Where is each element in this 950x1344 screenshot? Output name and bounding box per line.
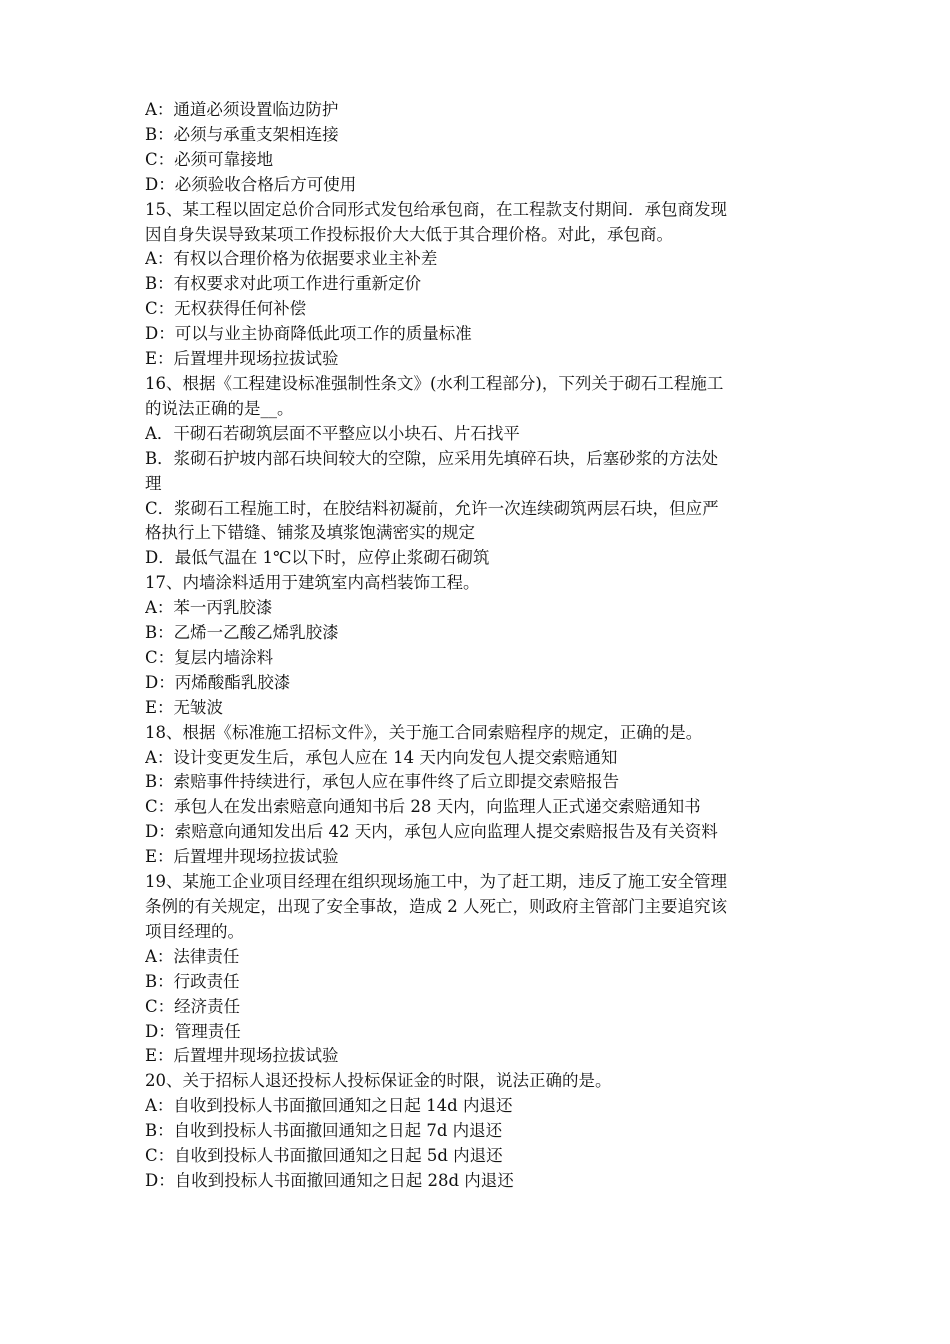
option-line: C：无权获得任何补偿	[145, 299, 307, 319]
question-19-line-2: 条例的有关规定，出现了安全事故，造成 2 人死亡，则政府主管部门主要追究该	[145, 897, 727, 916]
option-line-continued: 理	[145, 473, 162, 493]
option-line: D．最低气温在 1℃以下时，应停止浆砌石砌筑	[145, 548, 490, 568]
option-line: D：丙烯酸酯乳胶漆	[145, 672, 291, 692]
option-line: C：承包人在发出索赔意向通知书后 28 天内，向监理人正式递交索赔通知书	[145, 797, 701, 817]
question-15-line-2: 因自身失误导致某项工作投标报价大大低于其合理价格。对此，承包商。	[145, 224, 673, 244]
option-line: D：自收到投标人书面撤回通知之日起 28d 内退还	[145, 1170, 514, 1190]
option-line: E：后置埋井现场拉拔试验	[145, 847, 339, 867]
option-line: C：复层内墙涂料	[145, 647, 274, 667]
option-line: D：管理责任	[145, 1021, 241, 1041]
option-line-continued: 格执行上下错缝、铺浆及填浆饱满密实的规定	[145, 523, 475, 543]
option-line: B．浆砌石护坡内部石块间较大的空隙，应采用先填碎石块，后塞砂浆的方法处	[145, 448, 719, 468]
option-line: A：苯一丙乳胶漆	[145, 598, 273, 618]
option-line: A：自收到投标人书面撤回通知之日起 14d 内退还	[145, 1096, 513, 1116]
question-19-line-1: 19、某施工企业项目经理在组织现场施工中，为了赶工期，违反了施工安全管理	[145, 872, 727, 892]
question-16-line-1: 16、根据《工程建设标准强制性条文》(水利工程部分)，下列关于砌石工程施工	[145, 373, 724, 393]
option-line: A：法律责任	[145, 946, 240, 966]
option-line: C：必须可靠接地	[145, 149, 274, 169]
question-15-line-1: 15、某工程以固定总价合同形式发包给承包商，在工程款支付期间．承包商发现	[145, 199, 727, 219]
question-20-line: 20、关于招标人退还投标人投标保证金的时限，说法正确的是。	[145, 1071, 612, 1091]
option-line: A．干砌石若砌筑层面不平整应以小块石、片石找平	[145, 423, 520, 443]
option-line: A：通道必须设置临边防护	[145, 100, 339, 119]
question-19-line-3: 项目经理的。	[145, 921, 244, 941]
option-line: C：自收到投标人书面撤回通知之日起 5d 内退还	[145, 1146, 503, 1166]
option-line: B：必须与承重支架相连接	[145, 124, 339, 144]
option-line: B：有权要求对此项工作进行重新定价	[145, 274, 422, 294]
option-line: E：后置埋井现场拉拔试验	[145, 1046, 339, 1066]
option-line: D：索赔意向通知发出后 42 天内，承包人应向监理人提交索赔报告及有关资料	[145, 822, 718, 842]
option-line: D：可以与业主协商降低此项工作的质量标准	[145, 324, 472, 344]
option-line: E：后置埋井现场拉拔试验	[145, 349, 339, 369]
option-line: B：自收到投标人书面撤回通知之日起 7d 内退还	[145, 1121, 503, 1141]
option-line: A：设计变更发生后，承包人应在 14 天内向发包人提交索赔通知	[145, 747, 618, 767]
option-line: B：行政责任	[145, 971, 240, 991]
question-16-line-2: 的说法正确的是__。	[145, 398, 294, 418]
document-body	[145, 98, 810, 1194]
question-18-line: 18、根据《标准施工招标文件》，关于施工合同索赔程序的规定，正确的是。	[145, 722, 703, 742]
question-17-line: 17、内墙涂料适用于建筑室内高档装饰工程。	[145, 573, 480, 593]
option-line: E：无皱波	[145, 697, 224, 717]
option-line: A：有权以合理价格为依据要求业主补差	[145, 249, 438, 269]
option-line: D：必须验收合格后方可使用	[145, 174, 357, 194]
option-line: B：乙烯一乙酸乙烯乳胶漆	[145, 623, 339, 643]
option-line: C．浆砌石工程施工时，在胶结料初凝前，允许一次连续砌筑两层石块，但应严	[145, 498, 719, 518]
option-line: B：索赔事件持续进行，承包人应在事件终了后立即提交索赔报告	[145, 772, 620, 792]
option-line: C：经济责任	[145, 996, 241, 1016]
